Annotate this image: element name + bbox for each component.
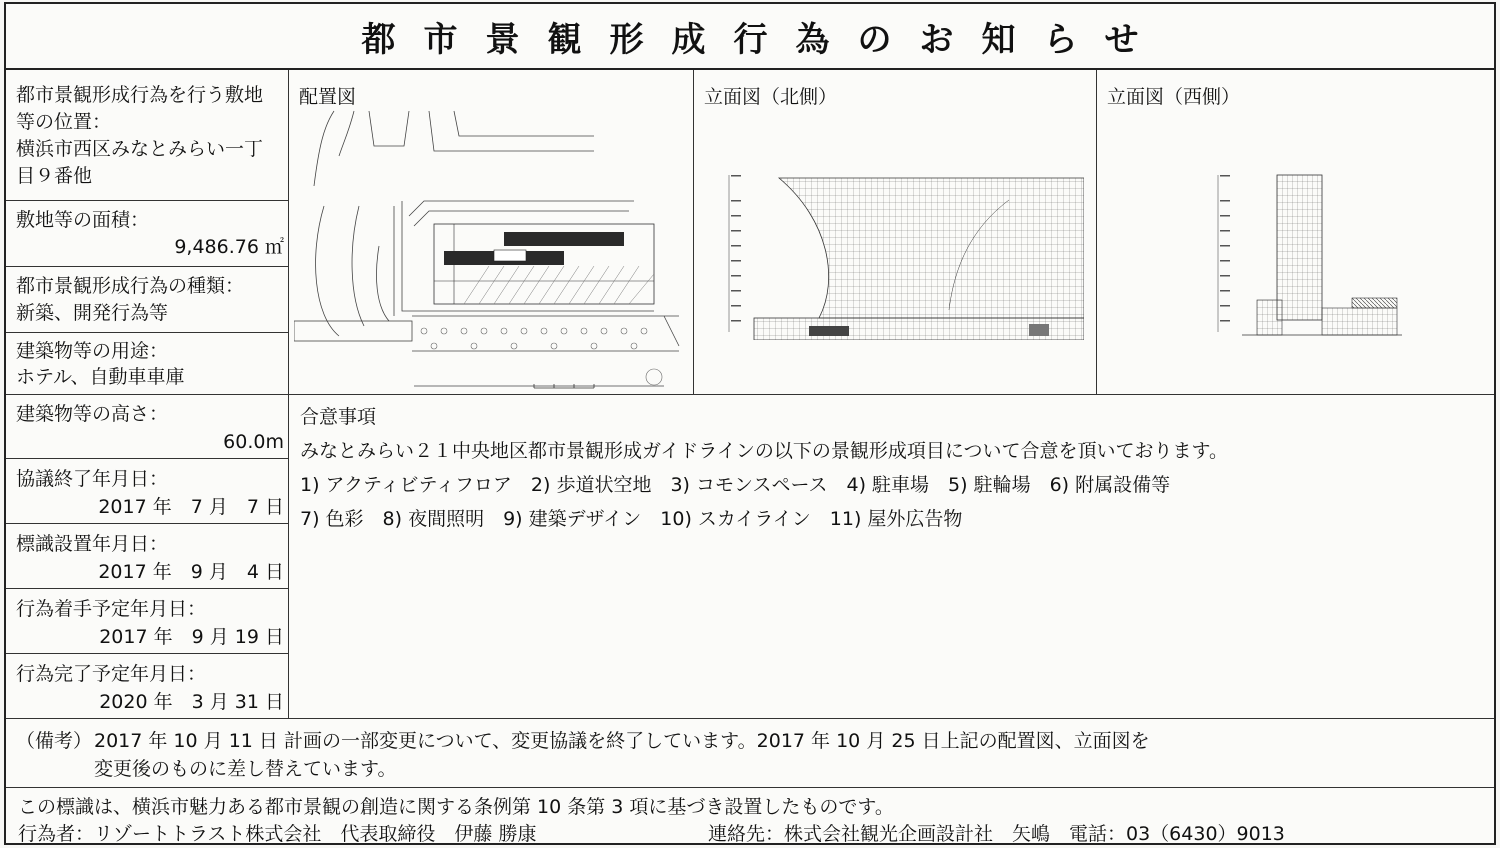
site-plan-panel	[289, 70, 694, 395]
west-elevation-title: 立面図（西側）	[1107, 86, 1241, 108]
contact-text: 連絡先：株式会社観光企画設計社 矢嶋 電話：03（6430）9013	[708, 823, 1285, 845]
west-elevation-drawing	[1202, 160, 1462, 340]
agreement-section	[289, 395, 1494, 719]
use-cell	[6, 333, 289, 395]
consult-date-value: 2017 年 7 月 7 日	[98, 496, 284, 518]
location-value-line1: 横浜市西区みなとみらい一丁	[16, 138, 264, 160]
title-text: 都市景観形成行為のお知らせ	[361, 19, 1167, 60]
type-value: 新築、開発行為等	[16, 302, 169, 324]
start-date-value: 2017 年 9 月 19 日	[99, 626, 284, 648]
agreement-items-line2: 7) 色彩 8) 夜間照明 9) 建築デザイン 10) スカイライン 11) 屋外広告物	[300, 508, 963, 530]
height-cell	[6, 395, 289, 459]
remarks-line1: 2017 年 10 月 11 日 計画の一部変更について、変更協議を終了しています。2017 年 10 月 25 日上記の配置図、立面図を	[94, 730, 1150, 752]
west-elevation-panel	[1097, 70, 1494, 395]
type-cell	[6, 267, 289, 333]
north-elevation-panel	[694, 70, 1097, 395]
notice-board	[4, 2, 1496, 845]
notice-title	[6, 4, 1494, 70]
start-date-cell	[6, 589, 289, 654]
consult-date-label: 協議終了年月日：	[16, 468, 169, 490]
end-date-cell	[6, 654, 289, 719]
ordinance-text: この標識は、横浜市魅力ある都市景観の創造に関する条例第 10 条第 3 項に基づき設置したものです。	[18, 796, 894, 818]
area-cell	[6, 201, 289, 267]
sign-date-label: 標識設置年月日：	[16, 533, 169, 555]
height-value: 60.0m	[223, 431, 284, 453]
remarks-line2: 変更後のものに差し替えています。	[94, 758, 397, 780]
area-value: 9,486.76 ㎡	[174, 236, 284, 258]
location-label-line2: 等の位置：	[16, 111, 112, 133]
actor-text: 行為者：リゾートトラスト株式会社 代表取締役 伊藤 勝康	[18, 823, 537, 845]
agreement-intro: みなとみらい２１中央地区都市景観形成ガイドラインの以下の景観形成項目について合意を頂いております。	[300, 440, 1228, 462]
end-date-label: 行為完了予定年月日：	[16, 663, 207, 685]
consult-date-cell	[6, 459, 289, 524]
agreement-heading: 合意事項	[300, 406, 377, 428]
footer-section	[6, 788, 1494, 843]
agreement-items-line1: 1) アクティビティフロア 2) 歩道状空地 3) コモンスペース 4) 駐車場 5) 駐輪場 6) 附属設備等	[300, 474, 1171, 496]
location-label-line1: 都市景観形成行為を行う敷地	[16, 84, 264, 106]
start-date-label: 行為着手予定年月日：	[16, 598, 207, 620]
use-label: 建築物等の用途：	[16, 340, 169, 362]
location-cell	[6, 70, 289, 201]
type-label: 都市景観形成行為の種類：	[16, 275, 245, 297]
site-plan-drawing	[294, 106, 689, 391]
sign-date-cell	[6, 524, 289, 589]
end-date-value: 2020 年 3 月 31 日	[99, 691, 284, 713]
sign-date-value: 2017 年 9 月 4 日	[98, 561, 284, 583]
north-elevation-drawing	[709, 160, 1084, 340]
location-value-line2: 目９番他	[16, 165, 93, 187]
remarks-label: （備考）	[16, 730, 93, 752]
area-label: 敷地等の面積：	[16, 209, 150, 231]
remarks-section	[6, 719, 1494, 788]
north-elevation-title: 立面図（北側）	[704, 86, 838, 108]
site-plan-title: 配置図	[299, 86, 357, 108]
height-label: 建築物等の高さ：	[16, 403, 169, 425]
use-value: ホテル、自動車車庫	[16, 366, 185, 388]
